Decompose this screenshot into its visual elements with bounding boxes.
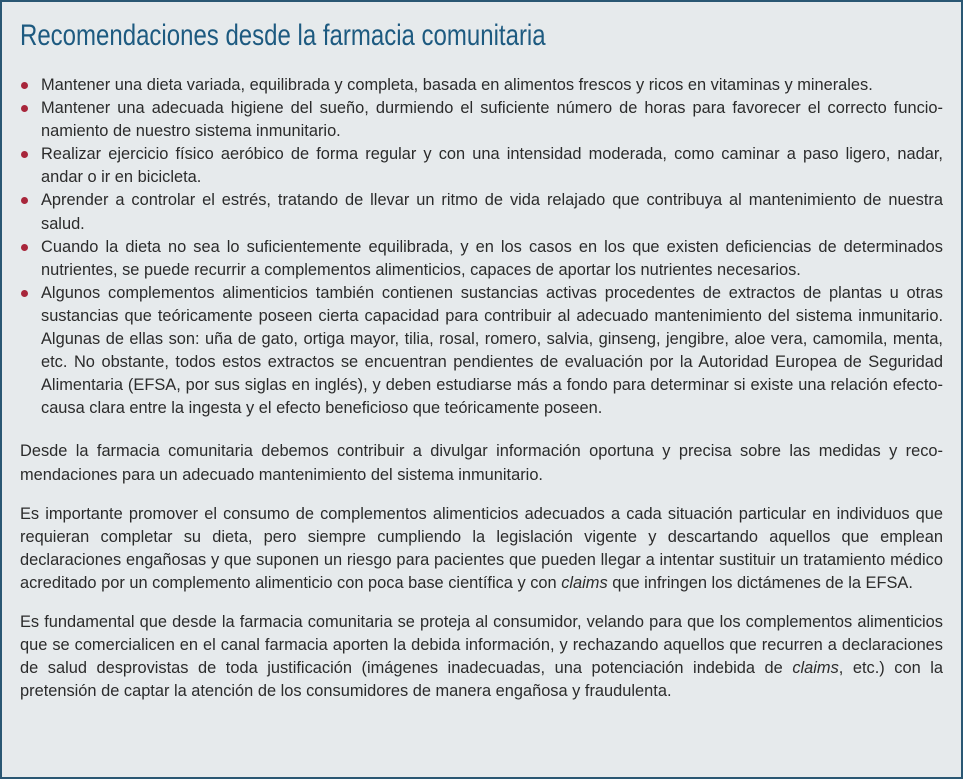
list-item-text: Realizar ejercicio físico aeróbico de forma regular y con una intensidad moderada, como caminar a paso ligero, nadar, andar o ir en bicicleta.	[41, 145, 943, 187]
paragraph-divulgar: Desde la farmacia comunitaria debemos contribuir a divulgar información oportuna y precisa sobre las medidas y recomendaciones para un adecuado mantenimiento del sistema inmunitario.	[20, 442, 943, 484]
recommendations-list	[20, 74, 943, 420]
paragraph-text: que infringen los dictámenes de la EFSA.	[607, 573, 913, 592]
bullet-dot-icon	[21, 105, 28, 112]
list-item	[20, 74, 943, 97]
paragraph-text: Es importante promover el consumo de complementos alimenticios adecuados a cada situación particular en individuos que requieran completar su dieta, pero siempre cumpliendo la legislación vigente y descartando aquellos que emplean declaraciones engañosas y que suponen un riesgo para pacientes que pueden llegar a intentar sustituir un tratamiento médico acreditado por un complemento alimenticio con poca base científica y con	[20, 504, 943, 592]
list-item-text: Aprender a controlar el estrés, tratando de llevar un ritmo de vida relajado que contribuya al mantenimiento de nuestra salud.	[41, 191, 943, 233]
paragraph-consumo	[20, 503, 943, 595]
box-body	[20, 74, 943, 703]
list-item-text: Algunos complementos alimenticios también contienen sustancias activas procedentes de extractos de plantas u otras sustancias que teóricamente poseen cierta capacidad para contribuir al adecuado mantenimiento del sistema inmunitario. Algunas de ellas son: uña de gato, ortiga mayor, tilia, rosal, romero, salvia, ginseng, jengibre, aloe vera, camomila, menta, etc. No obstante, todos estos extractos se encuentran pendientes de evaluación por la Autoridad Europea de Seguridad Alimentaria (EFSA, por sus siglas en inglés), y deben estudiarse más a fondo para determinar si existe una relación efecto-causa clara entre la ingesta y el efecto beneficioso que teóricamente poseen.	[41, 283, 943, 418]
bullet-dot-icon	[21, 151, 28, 158]
list-item	[20, 236, 943, 282]
list-item	[20, 97, 943, 143]
claims-term: claims	[561, 573, 608, 592]
bullet-dot-icon	[21, 82, 28, 89]
bullet-dot-icon	[21, 244, 28, 251]
list-item	[20, 189, 943, 235]
box-title: Recomendaciones desde la farmacia comunitaria	[20, 19, 546, 52]
bullet-dot-icon	[21, 290, 28, 297]
paragraph-consumidor	[20, 611, 943, 703]
bullet-dot-icon	[21, 197, 28, 204]
list-item	[20, 282, 943, 421]
claims-term: claims	[792, 659, 839, 678]
list-item-text: Cuando la dieta no sea lo suficientemente equilibrada, y en los casos en los que existen deficiencias de determinados nutrientes, se puede recurrir a complementos alimenticios, capaces de aportar los nutrientes necesarios.	[41, 237, 943, 279]
paragraph-text: , etc.) con la pretensión de captar la atención de los consumidores de manera engañosa y fraudulenta.	[20, 659, 943, 701]
list-item-text: Mantener una dieta variada, equilibrada y completa, basada en alimentos frescos y ricos en vitaminas y minerales.	[41, 76, 873, 94]
list-item	[20, 143, 943, 189]
paragraph-text: Es fundamental que desde la farmacia comunitaria se proteja al consumidor, velando para que los complementos alimenticios que se comercialicen en el canal farmacia aporten la debida información, y rechazando aquellos que recurren a declaraciones de salud desprovistas de toda justificación (imágenes inadecuadas, una potenciación indebida de	[20, 612, 943, 678]
list-item-text: Mantener una adecuada higiene del sueño, durmiendo el suficiente número de horas para favorecer el correcto funcionamiento de nuestro sistema inmunitario.	[41, 99, 943, 141]
